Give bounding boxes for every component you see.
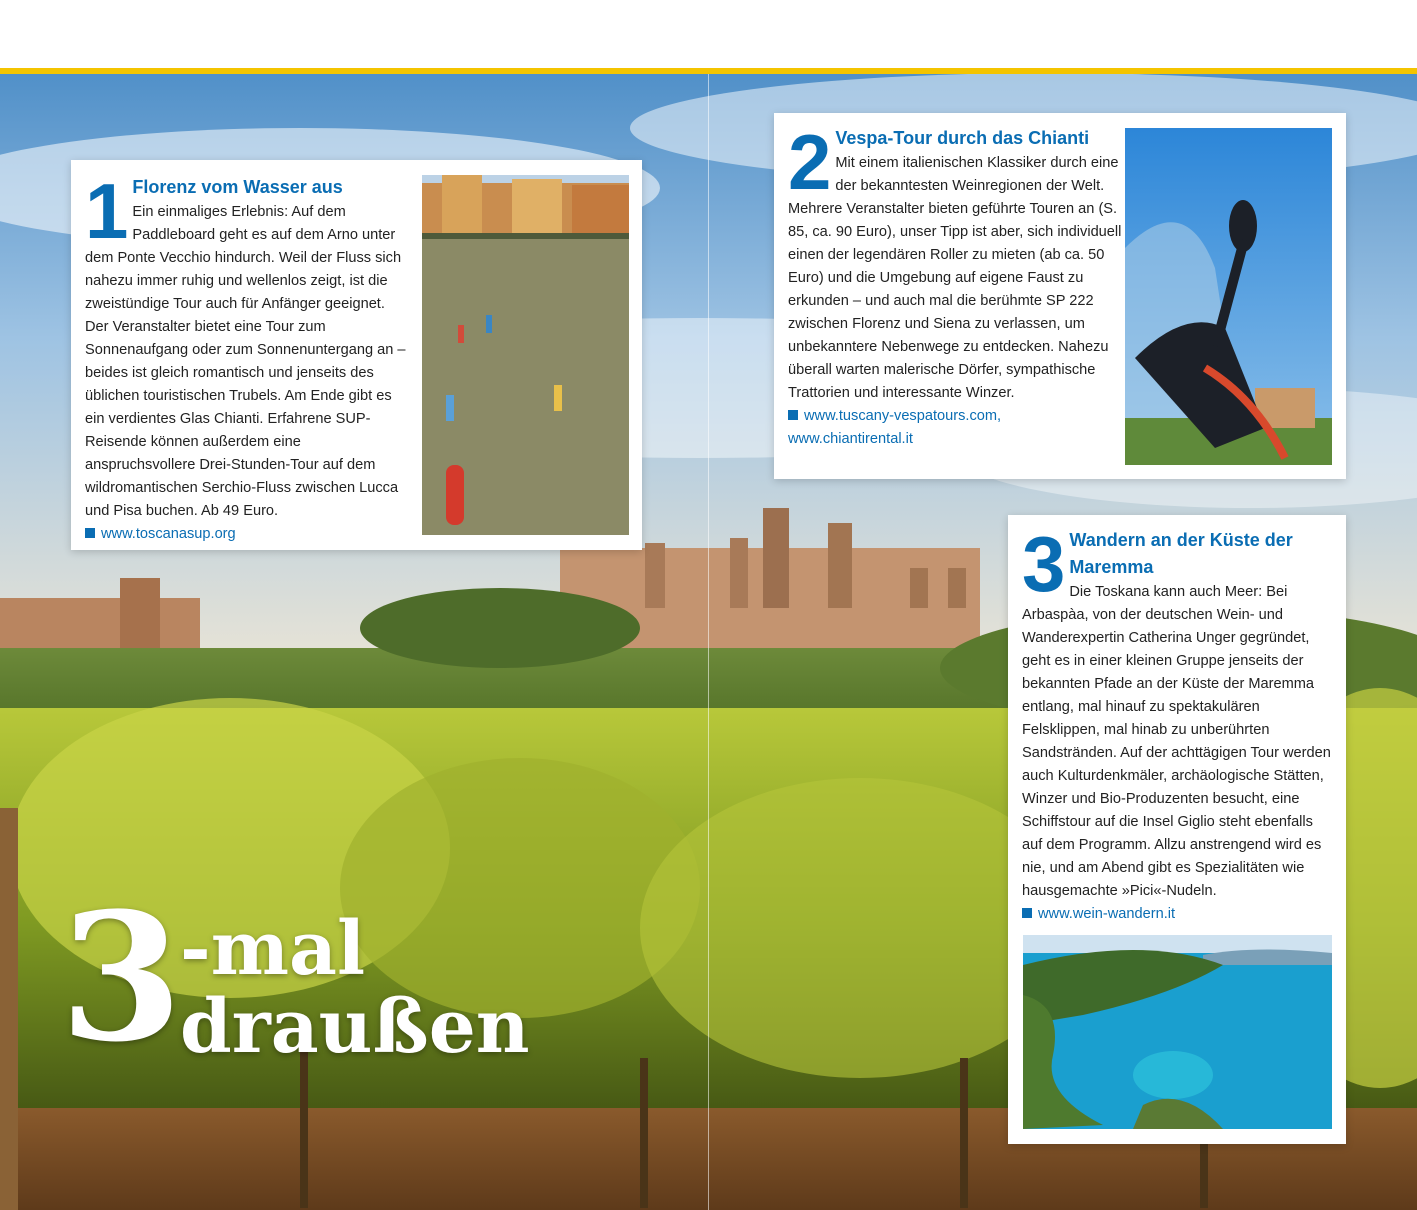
tip-3-photo (1023, 935, 1332, 1129)
headline (60, 874, 580, 1081)
bullet-square-icon (788, 410, 798, 420)
tip-3-link[interactable] (1022, 906, 1175, 922)
maremma-coast-image (1023, 935, 1332, 1129)
top-accent-bar (0, 68, 1417, 74)
tip-card-2 (774, 113, 1346, 479)
tip-2-link[interactable] (788, 408, 1001, 424)
bullet-square-icon (1022, 908, 1032, 918)
tip-3-text: Die Toskana kann auch Meer: Bei Arbaspàa, von der deutschen Wein- und Wanderexpertin Catherina Unger gegründet, geht es in einer kleinen Gruppe jenseits der bekannten Pfade an der Küste der Maremma entlang, mal hinauf zu spektakulären Felsklippen, mal hinab zu unberührten Sandstränden. Auf der achttägigen Tour werden auch Kulturdenkmäler, archäologische Stätten, Winzer und Bio-Produzenten besucht, eine Schiffstour auf die Insel Giglio steht ebenfalls auf dem Programm. Allzu anstrengend wird es nie, und am Abend gibt es Spezialitäten wie hausgemachte »Pici«-Nudeln. (1022, 584, 1331, 899)
tip-2-text: Mit einem italienischen Klassiker durch eine der bekanntesten Weinregionen der Welt. Mehrere Veranstalter bieten geführte Touren an (S. 85, ca. 90 Euro), unser Tipp ist aber, sich individuell einen der legendären Roller zu mieten (ab ca. 50 Euro) und die Umgebung auf eigene Faust zu erkunden – und auch mal die berühmte SP 222 zwischen Florenz und Siena zu verlassen, um unbekanntere Nebenwege zu entdecken. Nahezu überall warten malerische Dörfer, sympathische Trattorien und interessante Winzer. (788, 155, 1122, 401)
tip-3-title: Wandern an der Küste der Maremma (1069, 530, 1293, 577)
tip-1-text: Ein einmaliges Erlebnis: Auf dem Paddleboard geht es auf dem Arno unter dem Ponte Vecchio hindurch. Weil der Fluss sich nahezu immer ruhig und wellenlos zeigt, ist die zweistündige Tour auch für Anfänger geeignet. Der Veranstalter bietet eine Tour zum Sonnenaufgang oder zum Sonnenuntergang an – beides ist gleich romantisch und jenseits des üblichen touristischen Trubels. Am Ende gibt es ein verdientes Glas Chianti. Erfahrene SUP-Reisende können außerdem eine anspruchsvollere Drei-Stunden-Tour auf dem wildromantischen Serchio-Fluss zwischen Lucca und Pisa buchen. Ab 49 Euro. (85, 204, 406, 519)
tip-card-1 (71, 160, 642, 550)
headline-line1: -mal (180, 906, 366, 992)
tip-3-number: 3 (1022, 520, 1066, 608)
tip-3-link-text: www.wein-wandern.it (1038, 906, 1176, 922)
paddleboard-arno-image (422, 175, 629, 535)
page-gutter (708, 74, 709, 1210)
tip-2-photo (1125, 128, 1332, 465)
tip-card-3 (1008, 515, 1346, 1144)
tip-2-number: 2 (788, 118, 832, 206)
tip-2-link2[interactable]: www.chiantirental.it (788, 431, 913, 447)
tip-1-body (85, 167, 407, 546)
headline-number: 3 (60, 874, 183, 1081)
bullet-square-icon (85, 528, 95, 538)
vespa-mirror-image (1125, 128, 1332, 465)
tip-2-title: Vespa-Tour durch das Chianti (835, 128, 1090, 148)
tip-1-number: 1 (85, 167, 129, 255)
tip-1-link-text: www.toscanasup.org (101, 526, 236, 542)
tip-1-link[interactable] (85, 526, 236, 542)
tip-1-photo (422, 175, 629, 535)
tip-1-title: Florenz vom Wasser aus (132, 177, 343, 197)
tip-2-body (788, 118, 1122, 451)
headline-line2: draußen (180, 984, 530, 1070)
tip-3-body (1022, 520, 1334, 926)
tip-2-link-text: www.tuscany-vespatours.com, (804, 408, 1002, 424)
